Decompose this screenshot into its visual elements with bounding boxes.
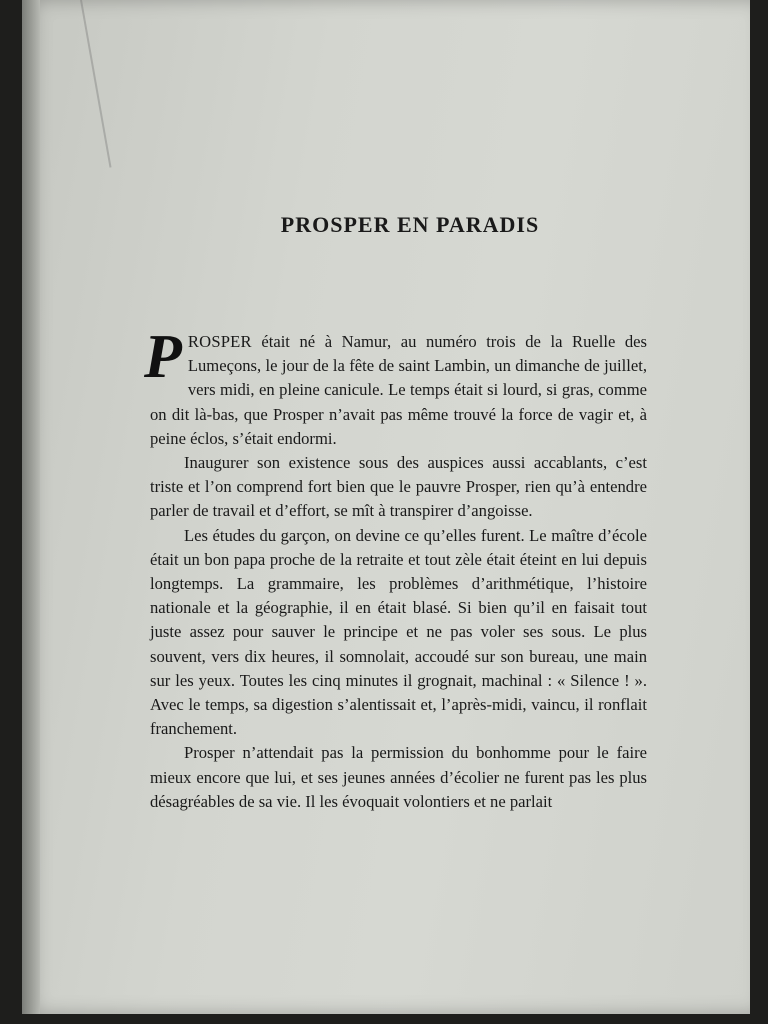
paragraph-3: Les études du garçon, on devine ce qu’elles furent. Le maître d’école était un bon papa proche de la retraite et tout zèle était éteint en lui depuis longtemps. La grammaire, les problèmes d’arithmétique, l’histoire nationale et la géographie, il en était blasé. Si bien qu’il en faisait tout juste assez pour sauver le principe et ne pas voler ses sous. Le plus souvent, vers dix heures, il somnolait, accoudé sur son bureau, une main sur les yeux. Toutes les cinq minutes il grognait, machinal : « Silence ! ». Avec le temps, sa digestion s’alentissait et, l’après-midi, vaincu, il ronflait franchement. [150, 525, 647, 739]
paragraph-4: Prosper n’attendait pas la permission du bonhomme pour le faire mieux encore que lui, et ses jeunes années d’écolier ne furent pas les plus désagréables de sa vie. Il les évoquait volontiers et ne parlait [150, 743, 647, 811]
page-crease [80, 0, 111, 168]
drop-cap: P [144, 323, 182, 391]
chapter-body [144, 323, 647, 814]
paragraph-1 [144, 323, 647, 451]
book-page [22, 0, 750, 1014]
chapter-title: PROSPER EN PARADIS [280, 212, 540, 237]
page-binding-shadow [22, 0, 40, 1014]
first-word-rest: ROSPER [187, 332, 252, 351]
paragraph-2: Inaugurer son existence sous des auspices aussi accablants, c’est triste et l’on comprend fort bien que le pauvre Prosper, rien qu’à entendre parler de travail et d’effort, se mît à transpirer d’angoisse. [150, 453, 647, 521]
paragraph-1-text: était né à Namur, au numéro trois de la Ruelle des Lumeçons, le jour de la fête de saint Lambin, un dimanche de juillet, vers midi, en pleine canicule. Le temps était si lourd, si gras, comme on dit là-bas, que Prosper n’avait pas même trouvé la force de vagir et, à peine éclos, s’était endormi. [150, 332, 647, 448]
